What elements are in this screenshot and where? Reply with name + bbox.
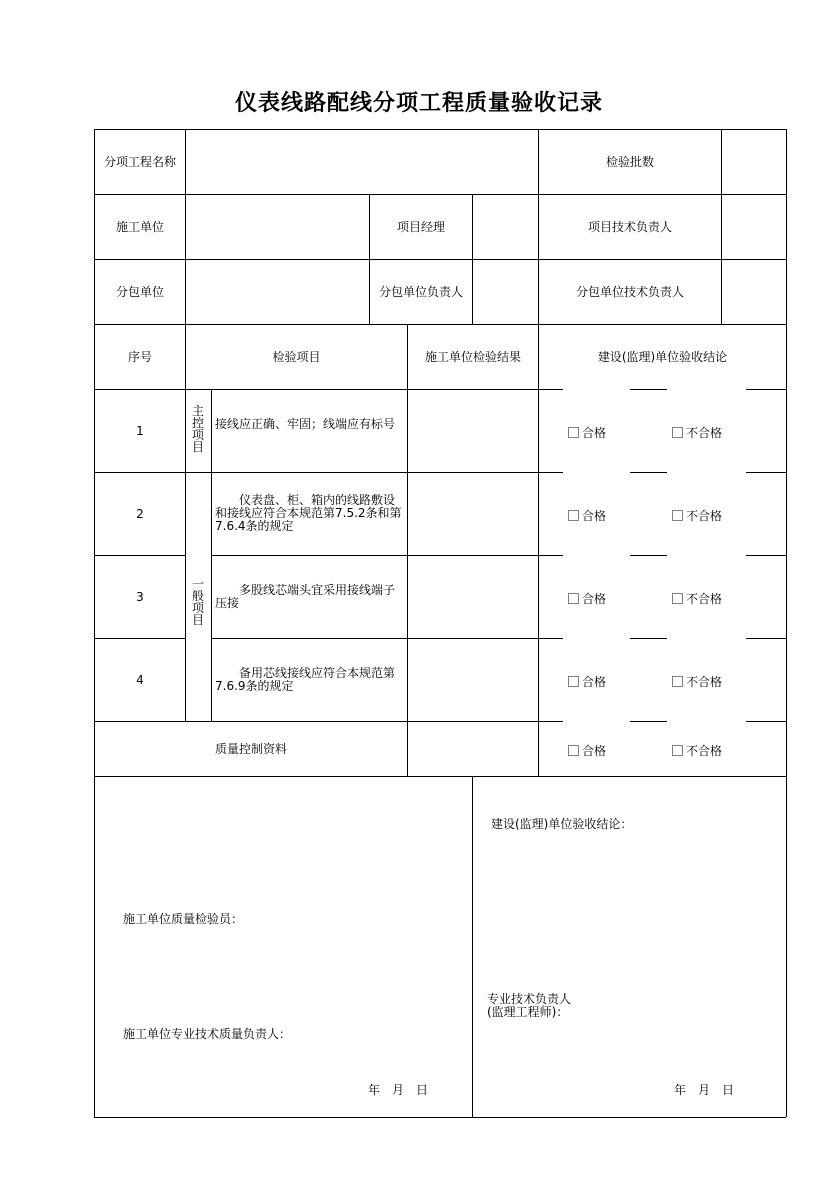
subcontract-lead-label: 分包单位负责人 <box>378 285 463 299</box>
subcontract-tech-lead-value[interactable] <box>722 260 786 324</box>
project-manager-label: 项目经理 <box>396 220 445 234</box>
result-header: 施工单位检验结果 <box>424 350 521 364</box>
inspector-label: 施工单位质量检验员： <box>123 912 244 926</box>
checkbox-icon <box>672 593 683 604</box>
checkbox-icon <box>568 510 579 521</box>
row-seq: 3 <box>136 590 144 604</box>
date-right: 年 月 日 <box>674 1083 735 1097</box>
pass-checkbox[interactable]: 合格 <box>568 742 606 759</box>
construction-unit-value[interactable] <box>186 195 369 259</box>
checkbox-icon <box>672 510 683 521</box>
checkbox-icon <box>672 676 683 687</box>
sub-project-name-label: 分项工程名称 <box>103 155 176 169</box>
supervisor-label-line1: 专业技术负责人 <box>487 992 572 1006</box>
category-general-label: 一般项目 <box>191 577 204 627</box>
subcontract-lead-value[interactable] <box>473 260 538 324</box>
sub-project-name-value[interactable] <box>186 130 538 194</box>
row-item-text: 仪表盘、柜、箱内的线路敷设和接线应符合本规范第7.5.2条和第7.6.4条的规定 <box>215 493 402 533</box>
fail-checkbox[interactable]: 不合格 <box>672 742 722 759</box>
fail-checkbox[interactable]: 不合格 <box>672 424 722 441</box>
fail-checkbox[interactable]: 不合格 <box>672 590 722 607</box>
quality-control-result-cell[interactable] <box>408 722 538 776</box>
inspection-batch-value[interactable] <box>722 130 786 194</box>
pass-checkbox[interactable]: 合格 <box>568 507 606 524</box>
subcontract-unit-value[interactable] <box>186 260 369 324</box>
seq-header: 序号 <box>127 350 152 364</box>
row-result-cell[interactable] <box>408 556 538 638</box>
row-result-cell[interactable] <box>408 390 538 472</box>
tech-lead-label: 项目技术负责人 <box>587 220 672 234</box>
checkbox-icon <box>568 427 579 438</box>
row-seq: 1 <box>136 424 144 438</box>
page-title: 仪表线路配线分项工程质量验收记录 <box>234 91 603 116</box>
supervisor-label-line2: (监理工程师)： <box>487 1005 569 1019</box>
checkbox-icon <box>568 593 579 604</box>
row-item-text: 多股线芯端头宜采用接线端子压接 <box>215 583 396 610</box>
checkbox-icon <box>672 745 683 756</box>
checkbox-icon <box>568 676 579 687</box>
quality-lead-label: 施工单位专业技术质量负责人： <box>123 1027 292 1041</box>
conclusion-header: 建设(监理)单位验收结论 <box>597 350 728 364</box>
pass-checkbox[interactable]: 合格 <box>568 673 606 690</box>
item-header: 检验项目 <box>272 350 321 364</box>
tech-lead-value[interactable] <box>722 195 786 259</box>
pass-checkbox[interactable]: 合格 <box>568 424 606 441</box>
project-manager-value[interactable] <box>473 195 538 259</box>
quality-control-label: 质量控制资料 <box>214 742 287 756</box>
inspection-batch-label: 检验批数 <box>605 155 654 169</box>
row-item-text: 接线应正确、牢固；线端应有标号 <box>215 417 396 431</box>
row-seq: 4 <box>136 673 144 687</box>
category-main-label: 主控项目 <box>191 404 204 454</box>
subcontract-unit-label: 分包单位 <box>115 285 164 299</box>
fail-checkbox[interactable]: 不合格 <box>672 673 722 690</box>
construction-unit-label: 施工单位 <box>115 220 164 234</box>
checkbox-icon <box>568 745 579 756</box>
row-result-cell[interactable] <box>408 473 538 555</box>
date-left: 年 月 日 <box>368 1083 429 1097</box>
pass-checkbox[interactable]: 合格 <box>568 590 606 607</box>
checkbox-icon <box>672 427 683 438</box>
subcontract-tech-lead-label: 分包单位技术负责人 <box>575 285 684 299</box>
row-seq: 2 <box>136 507 144 521</box>
fail-checkbox[interactable]: 不合格 <box>672 507 722 524</box>
row-result-cell[interactable] <box>408 639 538 721</box>
row-item-text: 备用芯线接线应符合本规范第7.6.9条的规定 <box>215 666 396 693</box>
supervision-conclusion-label: 建设(监理)单位验收结论： <box>491 817 633 831</box>
